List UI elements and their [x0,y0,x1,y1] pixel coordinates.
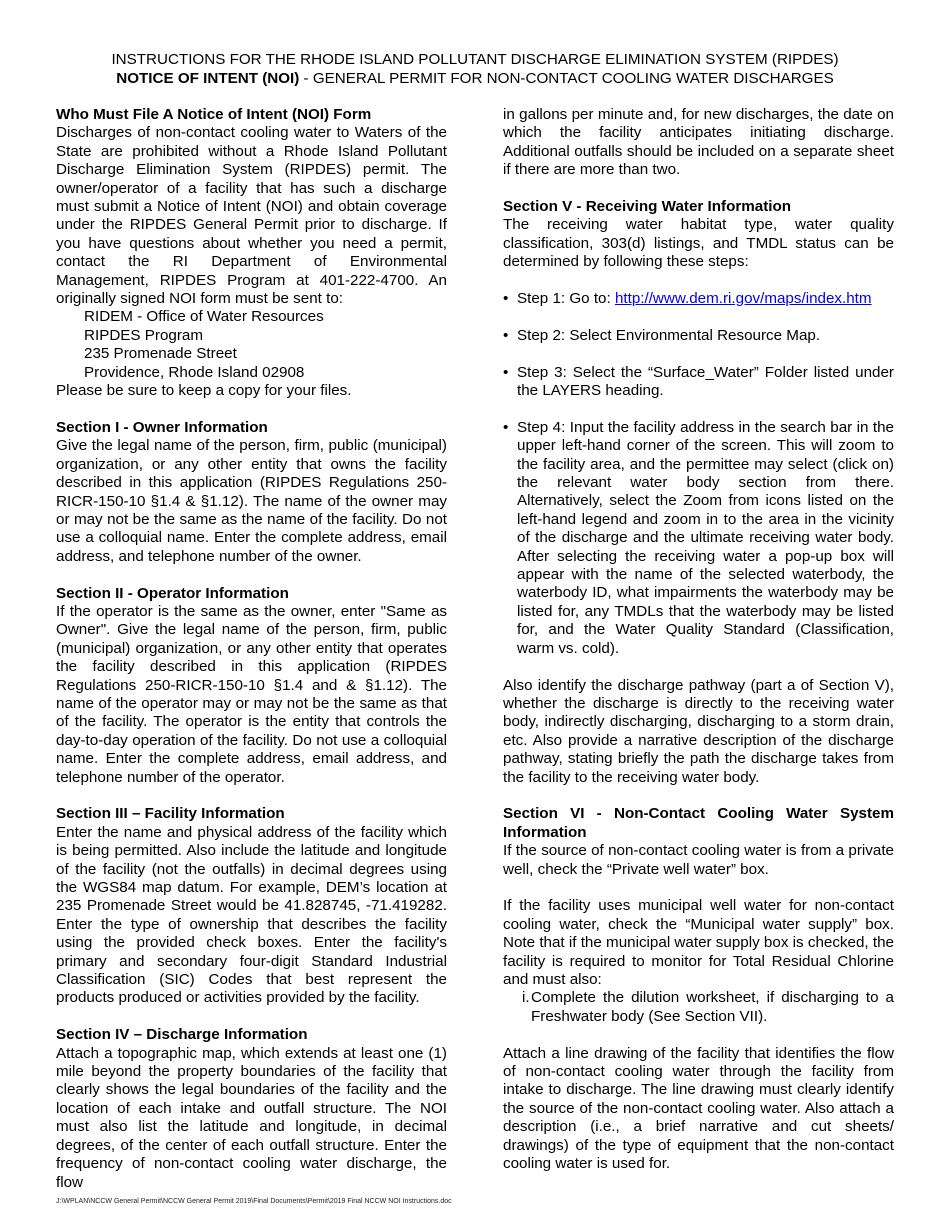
step-item: • Step 4: Input the facility address in the search bar in the upper left-hand corner of the screen. This will zoom to the facility area, and the permittee may select (click on) the relevant water body section from there. Alternatively, select the Zoom from icons listed on the left-hand legend and zoom in to the area in the vicinity of the discharge and the ultimate receiving water body. After selecting the receiving water a pop-up box will appear with the name of the selected waterbody, the waterbody ID, what impairments the waterbody may be listed for, any TMDLs that the waterbody may be listed for, and the Water Quality Standard (Classification, warm vs. cold). [503,419,894,658]
section5-heading: Section V - Receiving Water Information [503,198,792,216]
who-heading: Who Must File A Notice of Intent (NOI) Form [56,106,372,123]
dem-maps-link[interactable]: http://www.dem.ri.gov/maps/index.htm [614,290,872,308]
section5-intro: The receiving water habitat type, water quality classification, 303(d) listings, and TMDL status can be determined by following these steps: [503,216,894,271]
who-body: Discharges of non-contact cooling water to Waters of the State are prohibited without a Rhode Island Pollutant Discharge Elimination System (RIPDES) permit. The owner/operator of a facility that has such a discharge must submit a Notice of Intent (NOI) and obtain coverage under the RIPDES General Permit prior to discharge. If you have questions about whether you need a permit, contact the RI Department of Environmental Management, RIPDES Program at 401-222-4700. An originally signed NOI form must be sent to: [56,124,447,308]
section6-heading: Section VI - Non-Contact Cooling Water System Information [503,805,894,841]
roman-numeral: i. [522,989,530,1007]
file-path-footer: J:\WPLAN\NCCW General Permit\NCCW General Permit 2019\Final Documents\Permit\2019 Final NCCW NOI Instructions.doc [56,1198,452,1205]
step-item: • Step 2: Select Environmental Resource Map. [503,327,894,345]
step1-text: Step 1: Go to: [517,290,615,308]
step-item: • Step 3: Select the “Surface_Water” Folder listed under the LAYERS heading. [503,364,894,401]
section4-heading: Section IV – Discharge Information [56,1026,308,1044]
address-line: RIPDES Program [84,326,204,344]
private-well-paragraph: If the source of non-contact cooling water is from a private well, check the “Private well water” box. [503,842,894,878]
section1-heading: Section I - Owner Information [56,418,268,436]
header-subtitle-line [56,70,894,89]
line-drawing-paragraph: Attach a line drawing of the facility that identifies the flow of non-contact cooling water through the facility from intake to discharge. The line drawing must clearly identify the source of the non-contact cooling water. Also attach a description (i.e., a brief narrative and cut sheets/ drawings) of the type of equipment that the non-contact cooling water is used for. [503,1044,894,1173]
steps-list [503,290,894,658]
roman-list-item [503,989,894,1026]
roman-item-text: Complete the dilution worksheet, if discharging to a Freshwater body (See Section VII). [531,989,894,1025]
section4-body-left: Attach a topographic map, which extends at least one (1) mile beyond the property boundaries of the facility that clearly shows the legal boundaries of the facility and the location of each intake and outfall structure. The NOI must also list the latitude and longitude, in decimal degrees, of the center of each outfall structure. Enter the frequency of non-contact cooling water discharge, the flow [56,1044,447,1191]
municipal-paragraph: If the facility uses municipal well water for non-contact cooling water, check the “Municipal water supply” box. Note that if the municipal water supply box is checked, the facility is required to monitor for Total Residual Chlorine and must also: [503,897,894,988]
header-permit-label: - GENERAL PERMIT FOR NON-CONTACT COOLING WATER DISCHARGES [299,69,834,87]
section1-body: Give the legal name of the person, firm, public (municipal) organization, or any other entity that owns the facility described in this application (RIPDES Regulations 250-RICR-150-10 §1.4 & §1.12). The name of the owner may or may not be the same as the name of the facility. Do not use a colloquial name. Enter the complete address, email address, and telephone number of the owner. [56,437,447,565]
address-line: RIDEM - Office of Water Resources [84,308,324,326]
step-item [503,290,894,308]
header-title-line: INSTRUCTIONS FOR THE RHODE ISLAND POLLUTANT DISCHARGE ELIMINATION SYSTEM (RIPDES) [111,51,839,68]
left-column [56,106,447,1192]
pathway-paragraph: Also identify the discharge pathway (part a of Section V), whether the discharge is directly to the receiving water body, indirectly discharging, discharging to a storm drain, etc. Also provide a narrative description of the discharge pathway, stating briefly the path the discharge takes from the facility to the receiving water body. [503,676,894,786]
right-column [503,106,894,1173]
who-closing: Please be sure to keep a copy for your files. [56,382,352,400]
section2-heading: Section II - Operator Information [56,584,289,602]
header-noi-label: NOTICE OF INTENT (NOI) [116,69,300,87]
address-line: 235 Promenade Street [84,345,237,363]
document-header [56,51,894,88]
section2-body: If the operator is the same as the owner, enter "Same as Owner". Give the legal name of the person, firm, public (municipal) organization, or any other entity that operates the facility described in this application (RIPDES Regulations 250-RICR-150-10 §1.4 and & §1.12). The name of the operator may or may not be the same as that of the facility. The operator is the entity that controls the day-to-day operation of the facility. Do not use a colloquial name. Enter the complete address, email address, and telephone number of the operator. [56,602,447,786]
address-line: Providence, Rhode Island 02908 [84,363,305,381]
section3-heading: Section III – Facility Information [56,805,285,823]
section3-body: Enter the name and physical address of the facility which is being permitted. Also include the latitude and longitude of the facility (not the outfalls) in decimal degrees using the WGS84 map datum. For example, DEM’s location at 235 Promenade Street would be 41.828745, -71.419282. Enter the type of ownership that describes the facility using the provided check boxes. Enter the facility's primary and secondary four-digit Standard Industrial Classification (SIC) Codes that best represent the products produced or activities provided by the facility. [56,823,447,1007]
section4-body-right: in gallons per minute and, for new discharges, the date on which the facility anticipates initiating discharge. Additional outfalls should be included on a separate sheet if there are more than two. [503,106,894,179]
